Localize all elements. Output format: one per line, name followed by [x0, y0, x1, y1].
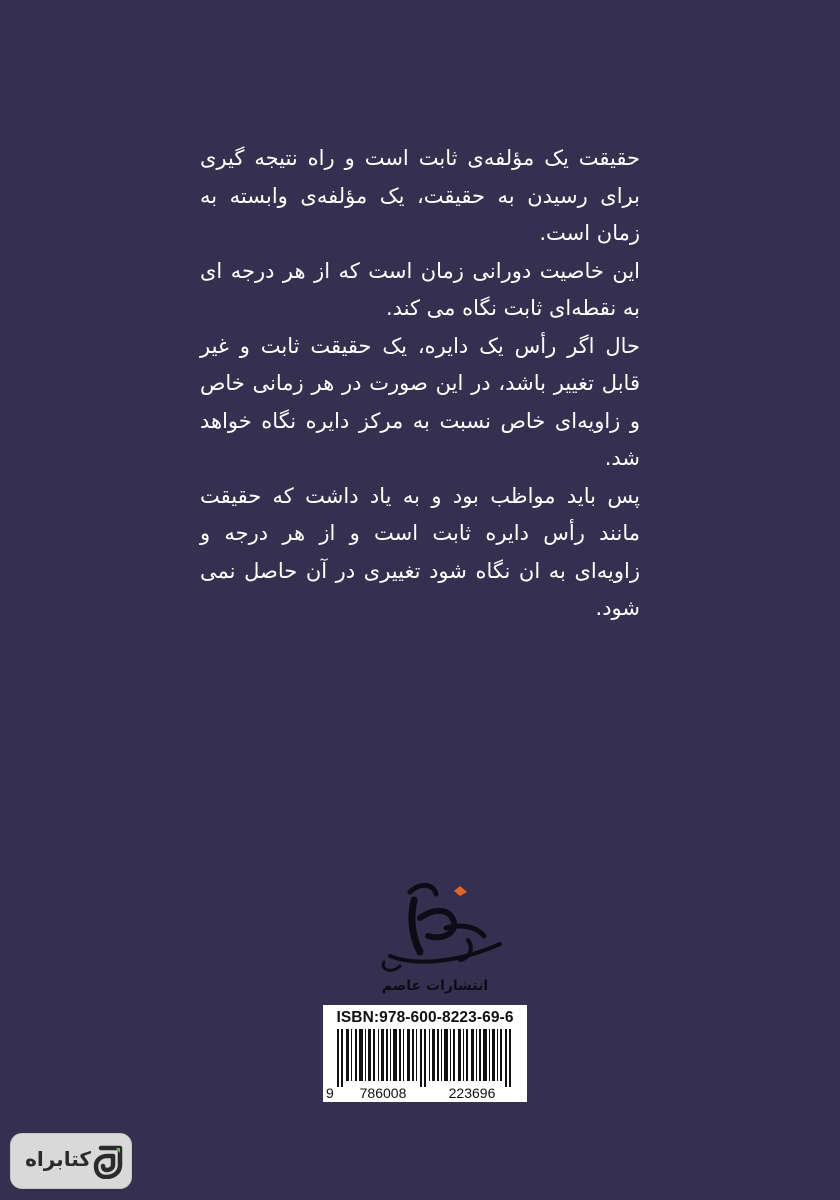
- ketabrah-label: کتابراه: [25, 1147, 91, 1171]
- barcode-bars: [337, 1029, 515, 1087]
- paragraph-1: حقیقت یک مؤلفه‌ی ثابت است و راه نتیجه گیری برای رسیدن به حقیقت، یک مؤلفه‌ی وابسته به زمان است.: [200, 146, 640, 245]
- paragraph-4: پس باید مواظب بود و به یاد داشت که حقیقت مانند رأس دایره ثابت است و از هر درجه و زاویه‌ای به ان نگاه شود تغییری در آن حاصل نمی شود.: [200, 483, 640, 620]
- asem-calligraphy-logo-icon: [350, 878, 520, 978]
- barcode-lead-digit: 9: [326, 1085, 334, 1101]
- ketabrah-logo-icon: [93, 1145, 123, 1179]
- isbn-barcode: [323, 1005, 527, 1102]
- barcode-digits-right: 223696: [448, 1085, 496, 1101]
- publisher-name: انتشارات عاصم: [381, 978, 489, 994]
- paragraph-2: این خاصیت دورانی زمان است که از هر درجه ای به نقطه‌ای ثابت نگاه می کند.: [200, 258, 640, 320]
- isbn-label: ISBN:978-600-8223-69-6: [336, 1009, 514, 1026]
- barcode-digits-left: 786008: [359, 1085, 407, 1101]
- back-cover-text: [200, 140, 640, 628]
- paragraph-3: حال اگر رأس یک دایره، یک حقیقت ثابت و غیر قابل تغییر باشد، در این صورت در هر زمانی خاص و زاویه‌ای خاص نسبت به مرکز دایره نگاه خواهد شد.: [200, 333, 640, 470]
- publisher-logo: [350, 878, 520, 1000]
- ketabrah-watermark[interactable]: [10, 1133, 132, 1189]
